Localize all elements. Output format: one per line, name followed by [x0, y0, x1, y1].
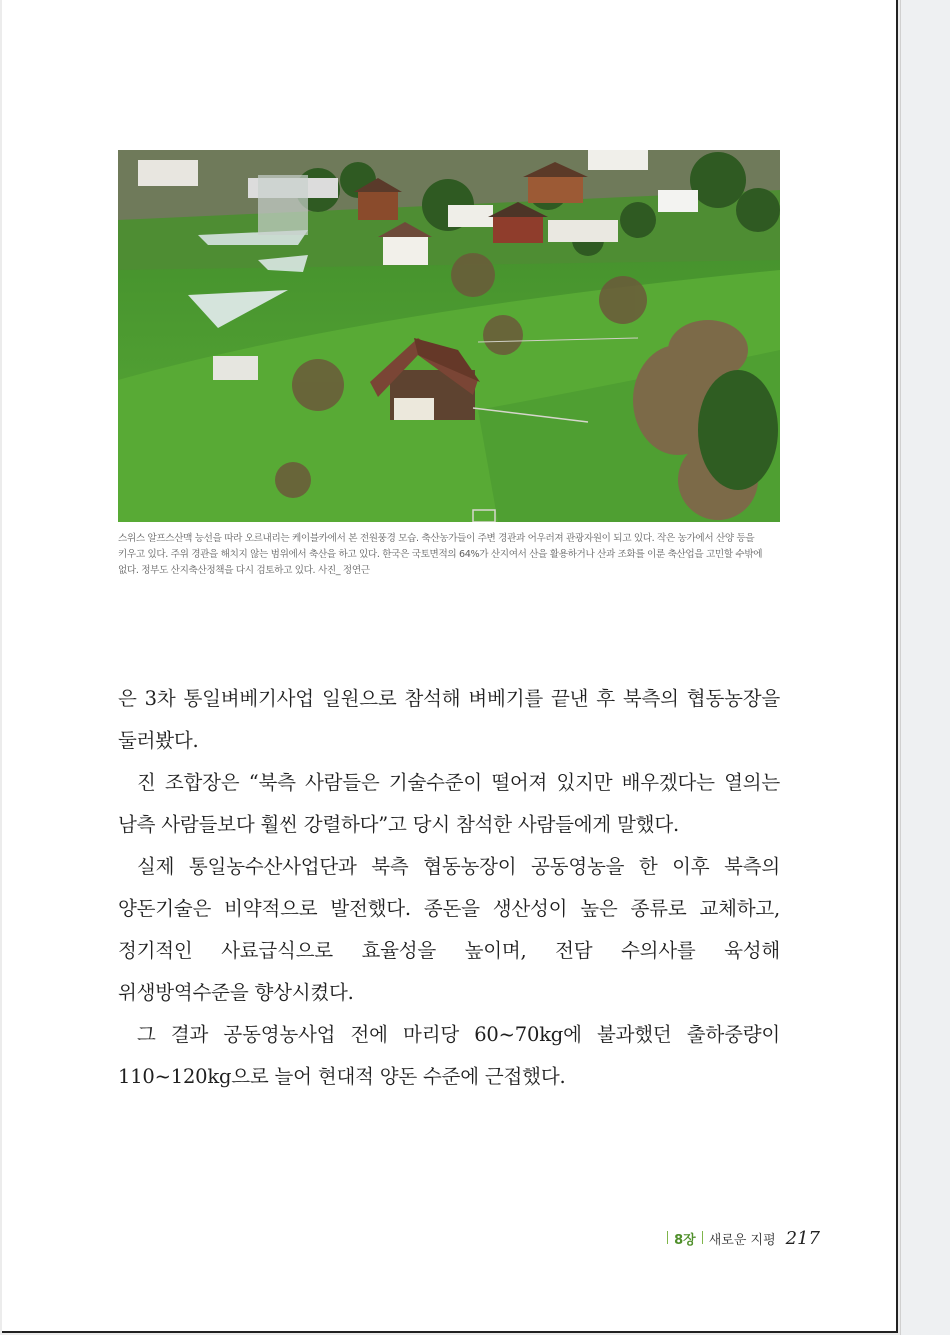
body-text [118, 678, 780, 1098]
footer-divider [702, 1231, 703, 1244]
viewer-side-panel[interactable] [900, 0, 950, 1335]
paragraph-2: 진 조합장은 “북측 사람들은 기술수준이 떨어져 있지만 배우겠다는 열의는 남측 사람들보다 훨씬 강렬하다”고 당시 참석한 사람들에게 말했다. [118, 771, 780, 836]
page-footer [661, 1228, 820, 1249]
paragraph-4: 그 결과 공동영농사업 전에 마리당 60~70kg에 불과했던 출하중량이 110~120kg으로 늘어 현대적 양돈 수준에 근접했다. [118, 1023, 780, 1088]
alpine-farm-photo [118, 150, 780, 522]
page-number: 217 [785, 1228, 820, 1249]
chapter-label: 8장 [674, 1233, 696, 1248]
section-title: 새로운 지평 [708, 1233, 776, 1248]
paragraph-1: 은 3차 통일벼베기사업 일원으로 참석해 벼베기를 끝낸 후 북측의 협동농장을 둘러봤다. [118, 687, 780, 752]
photo-caption: 스위스 알프스산맥 능선을 따라 오르내리는 케이블카에서 본 전원풍경 모습. 축산농가들이 주변 경관과 어우러져 관광자원이 되고 있다. 작은 농가에서 산양 등을 키우고 있다. 주위 경관을 해치지 않는 범위에서 축산을 하고 있다. 한국은 국토면적의 64%가 산지여서 산을 활용하거나 산과 조화를 이룬 축산업을 고민할 수밖에 없다. 정부도 산지축산정책을 다시 검토하고 있다. 사진_ 정연근 [118, 533, 763, 576]
footer-divider [667, 1231, 668, 1244]
paragraph-3: 실제 통일농수산사업단과 북측 협동농장이 공동영농을 한 이후 북측의 양돈기술은 비약적으로 발전했다. 종돈을 생산성이 높은 종류로 교체하고, 정기적인 사료급식으로 효율성을 높이며, 전담 수의사를 육성해 위생방역수준을 향상시켰다. [118, 855, 780, 1004]
